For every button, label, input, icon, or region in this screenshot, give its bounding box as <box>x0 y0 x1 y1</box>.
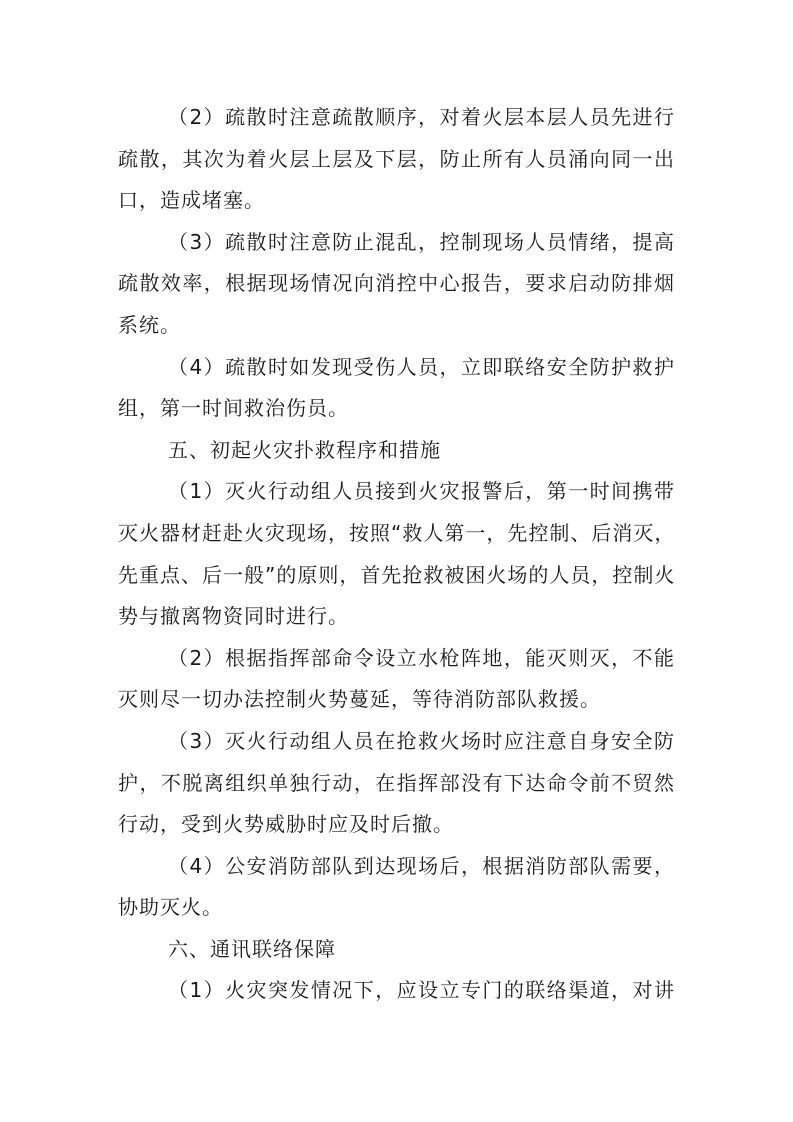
text-line: 先重点、后一般”的原则，首先抢救被困火场的人员，控制火 <box>118 562 676 587</box>
document-page <box>118 97 675 1012</box>
text-line: （4）公安消防部队到达现场后，根据消防部队需要， <box>168 853 675 878</box>
paragraph <box>118 846 675 929</box>
paragraph <box>118 97 675 222</box>
text-line: 行动，受到火势威胁时应及时后撤。 <box>118 812 454 837</box>
text-line: （3）灭火行动组人员在抢救火场时应注意自身安全防 <box>168 728 675 753</box>
text-line: 疏散，其次为着火层上层及下层，防止所有人员涌向同一出 <box>118 146 675 171</box>
text-line: 口，造成堵塞。 <box>118 188 265 213</box>
paragraph <box>118 721 675 846</box>
text-line: （3）疏散时注意防止混乱，控制现场人员情绪，提高 <box>168 229 675 254</box>
text-line: 疏散效率，根据现场情况向消控中心报告，要求启动防排烟 <box>118 271 675 296</box>
text-line: （2）疏散时注意疏散顺序，对着火层本层人员先进行 <box>168 105 675 129</box>
text-line: 五、初起火灾扑救程序和措施 <box>168 437 441 462</box>
text-line: （4）疏散时如发现受伤人员，立即联络安全防护救护 <box>168 354 675 379</box>
paragraph <box>118 638 675 721</box>
text-line: 势与撤离物资同时进行。 <box>118 604 349 629</box>
text-line: 组，第一时间救治伤员。 <box>118 396 349 421</box>
paragraph <box>118 471 675 637</box>
paragraph <box>118 970 675 1012</box>
text-line: （1）火灾突发情况下，应设立专门的联络渠道，对讲 <box>168 978 675 1003</box>
section-heading <box>118 929 675 971</box>
text-line: 灭则尽一切办法控制火势蔓延，等待消防部队救援。 <box>118 687 601 712</box>
section-heading <box>118 430 675 472</box>
text-line: （1）灭火行动组人员接到火灾报警后，第一时间携带 <box>168 479 675 504</box>
text-line: （2）根据指挥部命令设立水枪阵地，能灭则灭，不能 <box>168 645 675 670</box>
paragraph <box>118 347 675 430</box>
text-line: 协助灭火。 <box>118 895 223 920</box>
paragraph <box>118 222 675 347</box>
text-line: 灭火器材赶赴火灾现场，按照“救人第一，先控制、后消灭， <box>118 520 676 545</box>
text-line: 护，不脱离组织单独行动，在指挥部没有下达命令前不贸然 <box>118 770 675 795</box>
text-line: 六、通讯联络保障 <box>168 936 336 961</box>
text-line: 系统。 <box>118 312 181 337</box>
